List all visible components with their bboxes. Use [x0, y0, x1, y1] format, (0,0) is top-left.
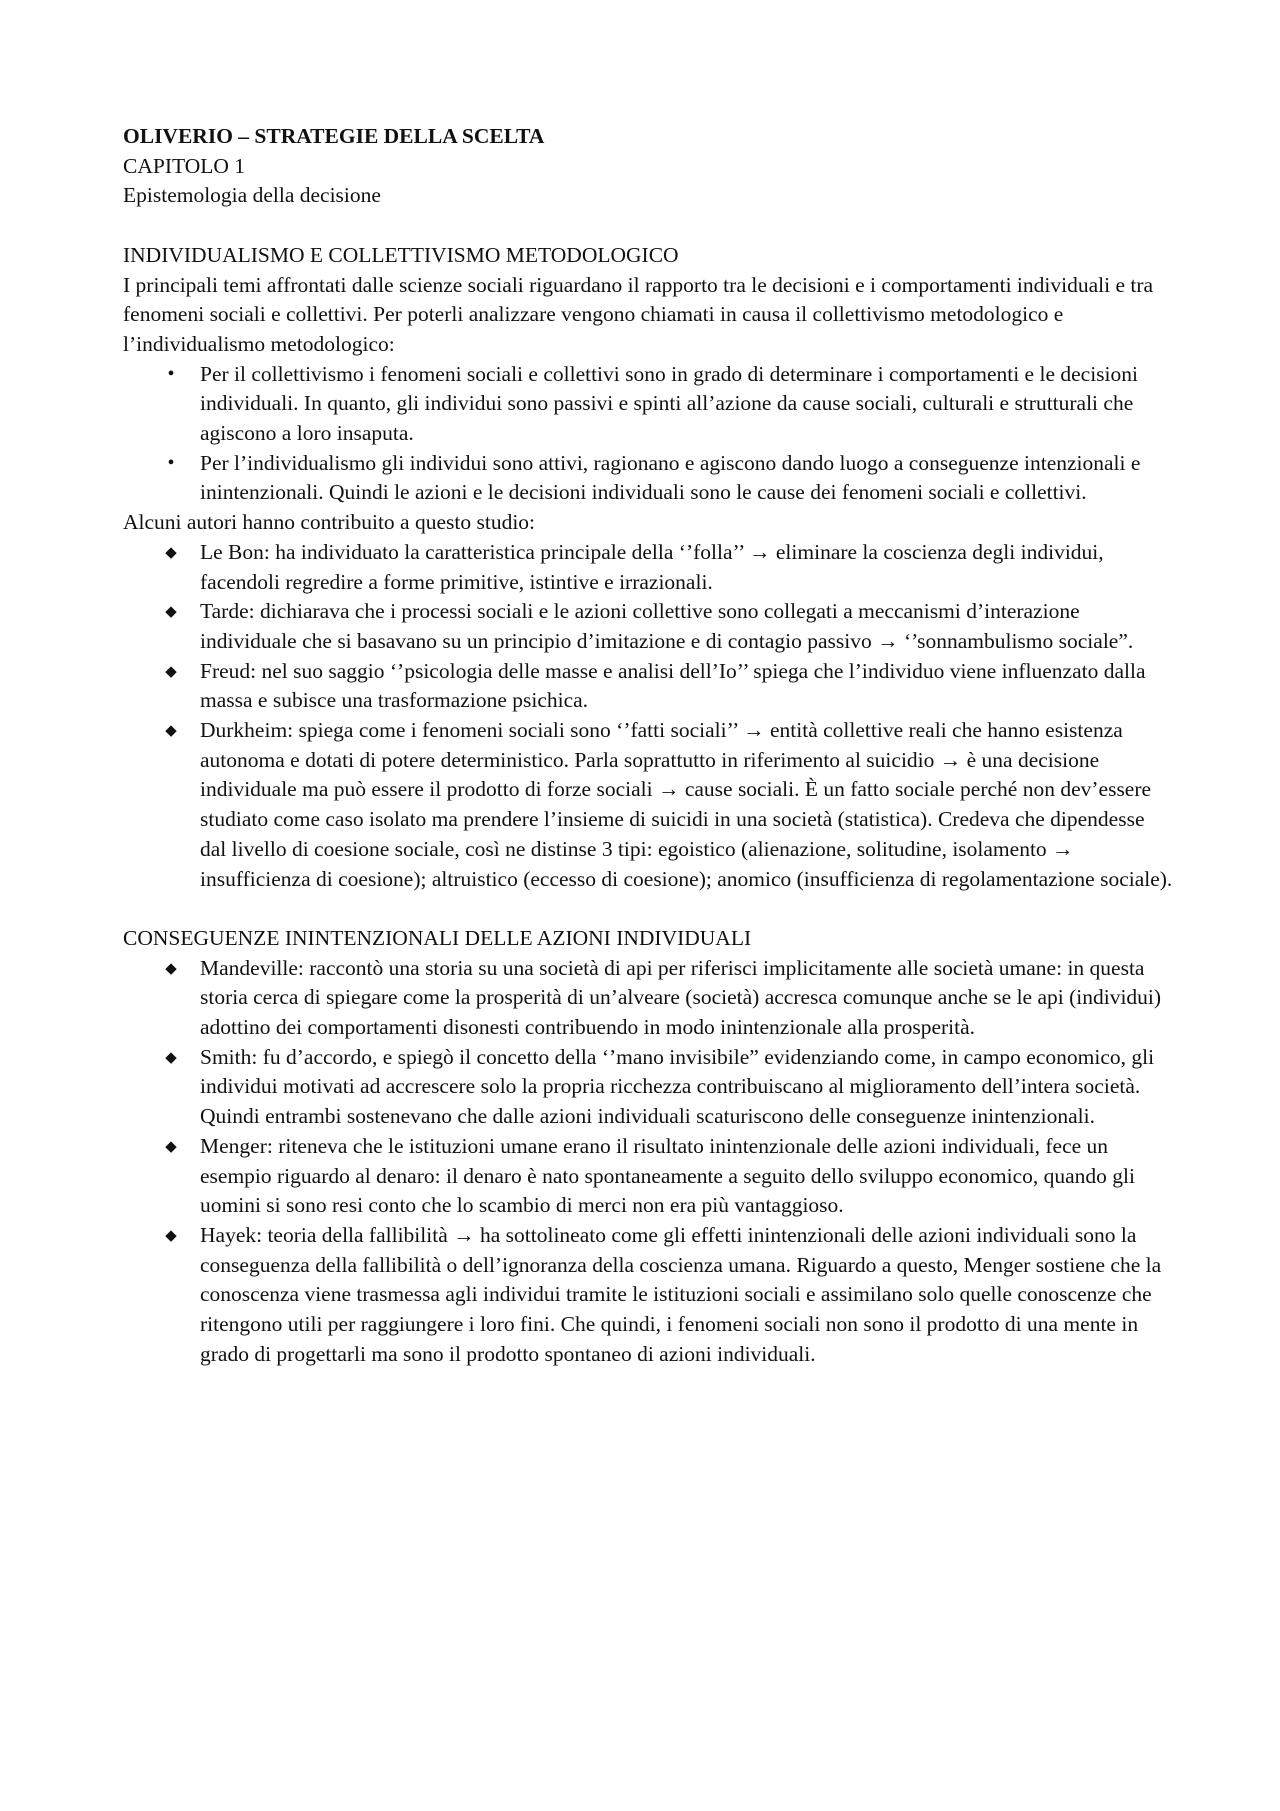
- spacer: [123, 211, 1173, 241]
- document-title: OLIVERIO – STRATEGIE DELLA SCELTA: [123, 124, 545, 148]
- list-item-text: Hayek: teoria della fallibilità → ha sottolineato come gli effetti inintenzionali delle azioni individuali sono la conseguenza della fallibilità o dell’ignoranza della coscienza umana. Riguardo a questo, Menger sostiene che la conoscenza viene trasmessa agli individui tramite le istituzioni sociali e assimilano solo quelle conoscenze che ritengono utili per raggiungere i loro fini. Che quindi, i fenomeni sociali non sono il prodotto di una mente in grado di progettarli ma sono il prodotto spontaneo di azioni individuali.: [200, 1222, 1162, 1366]
- diamond-bullet-icon: ◆: [165, 542, 177, 561]
- diamond-bullet-icon: ◆: [165, 602, 177, 621]
- list-item-text: Freud: nel suo saggio ‘’psicologia delle masse e analisi dell’Io’’ spiega che l’individuo viene influenzato dalla massa e subisce una trasformazione psichica.: [200, 658, 1146, 713]
- list-item-text: Per il collettivismo i fenomeni sociali e collettivi sono in grado di determinare i comportamenti e le decisioni individuali. In quanto, gli individui sono passivi e spinti all’azione da cause sociali, culturali e strutturali che agiscono a loro insaputa.: [200, 361, 1138, 446]
- authors-list: [123, 538, 1173, 894]
- list-item-text: Smith: fu d’accordo, e spiegò il concetto della ‘’mano invisibile” evidenziando come, in campo economico, gli individui motivati ad accrescere solo la propria ricchezza contribuiscano al miglioramento dell’intera società. Quindi entrambi sostenevano che dalle azioni individuali scaturiscono delle conseguenze inintenzionali.: [200, 1044, 1155, 1129]
- diamond-bullet-icon: ◆: [165, 1047, 177, 1066]
- section-heading-consequences: CONSEGUENZE ININTENZIONALI DELLE AZIONI INDIVIDUALI: [123, 925, 752, 950]
- list-item: [123, 954, 1173, 1043]
- spacer: [123, 894, 1173, 924]
- section-heading-individualism: INDIVIDUALISMO E COLLETTIVISMO METODOLOGICO: [123, 242, 679, 267]
- list-item: [123, 1221, 1173, 1370]
- chapter-subtitle: Epistemologia della decisione: [123, 183, 381, 208]
- diamond-bullet-icon: ◆: [165, 1136, 177, 1155]
- authors-intro: Alcuni autori hanno contribuito a questo studio:: [123, 510, 536, 535]
- list-item-text: Mandeville: raccontò una storia su una società di api per riferisci implicitamente alle società umane: in questa storia cerca di spiegare come la prosperità di un’alveare (società) accresca comunque anche se le api (individui) adottino dei comportamenti disonesti contribuendo in modo inintenzionale alla prosperità.: [200, 955, 1162, 1040]
- list-item: [123, 1043, 1173, 1132]
- list-item: [123, 538, 1173, 597]
- section-intro-paragraph: I principali temi affrontati dalle scienze sociali riguardano il rapporto tra le decisioni e i comportamenti individuali e tra fenomeni sociali e collettivi. Per poterli analizzare vengono chiamati in causa il collettivismo metodologico e l’individualismo metodologico:: [123, 272, 1154, 356]
- document-page: [123, 122, 1173, 1370]
- list-item: [123, 449, 1173, 508]
- diamond-bullet-icon: ◆: [165, 721, 177, 740]
- list-item: [123, 716, 1173, 894]
- diamond-bullet-icon: ◆: [165, 958, 177, 977]
- list-item: [123, 360, 1173, 449]
- consequences-list: [123, 954, 1173, 1370]
- list-item-text: Le Bon: ha individuato la caratteristica principale della ‘’folla’’ → eliminare la coscienza degli individui, facendoli regredire a forme primitive, istintive e irrazionali.: [200, 539, 1104, 594]
- list-item: [123, 1132, 1173, 1221]
- list-item-text: Menger: riteneva che le istituzioni umane erano il risultato inintenzionale delle azioni individuali, fece un esempio riguardo al denaro: il denaro è nato spontaneamente a seguito dello sviluppo economico, quando gli uomini si sono resi conto che lo scambio di merci non era più vantaggioso.: [200, 1133, 1135, 1218]
- list-item: [123, 597, 1173, 656]
- list-item: [123, 657, 1173, 716]
- methodology-list: [123, 360, 1173, 509]
- diamond-bullet-icon: ◆: [165, 661, 177, 680]
- list-item-text: Tarde: dichiarava che i processi sociali e le azioni collettive sono collegati a meccanismi d’interazione individuale che si basavano su un principio d’imitazione e di contagio passivo → ‘’sonnambulismo sociale”.: [200, 599, 1134, 653]
- list-item-text: Durkheim: spiega come i fenomeni sociali sono ‘’fatti sociali’’ → entità collettive reali che hanno esistenza autonoma e dotati di potere deterministico. Parla soprattutto in riferimento al suicidio → è una decisione individuale ma può essere il prodotto di forze sociali → cause sociali. È un fatto sociale perché non dev’essere studiato come caso isolato ma prendere l’insieme di suicidi in una società (statistica). Credeva che dipendesse dal livello di coesione sociale, così ne distinse 3 tipi: egoistico (alienazione, solitudine, isolamento → insufficienza di coesione); altruistico (eccesso di coesione); anomico (insufficienza di regolamentazione sociale).: [200, 718, 1173, 891]
- round-bullet-icon: •: [167, 362, 175, 385]
- round-bullet-icon: •: [167, 451, 175, 474]
- list-item-text: Per l’individualismo gli individui sono attivi, ragionano e agiscono dando luogo a conseguenze intenzionali e inintenzionali. Quindi le azioni e le decisioni individuali sono le cause dei fenomeni sociali e collettivi.: [200, 450, 1141, 505]
- chapter-label: CAPITOLO 1: [123, 153, 246, 178]
- diamond-bullet-icon: ◆: [165, 1225, 177, 1244]
